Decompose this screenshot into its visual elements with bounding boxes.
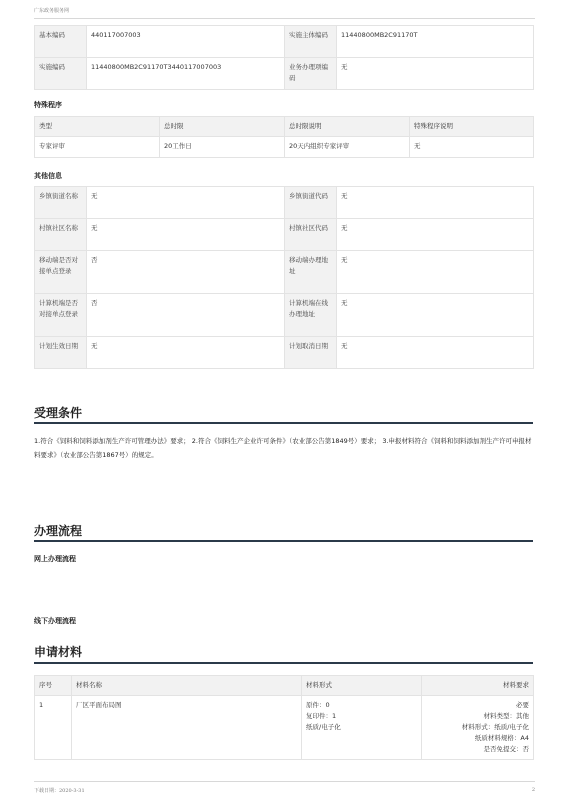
label-cell: 基本编码 bbox=[35, 26, 87, 58]
table-row bbox=[35, 26, 534, 58]
table-cell: 专家评审 bbox=[35, 137, 160, 158]
acceptance-title: 受理条件 bbox=[34, 406, 83, 420]
material-name: 厂区平面布局图 bbox=[72, 696, 302, 760]
req-line: 材料类型：其他 bbox=[483, 712, 529, 720]
label-cell: 乡镇街道名称 bbox=[35, 187, 87, 219]
label-cell: 乡镇街道代码 bbox=[285, 187, 337, 219]
label-cell: 移动端是否对接单点登录 bbox=[35, 251, 87, 294]
special-procedure-table bbox=[34, 116, 534, 158]
value-cell: 11440800MB2C91170T3440117007003 bbox=[87, 58, 285, 90]
label-cell: 计算机端是否对接单点登录 bbox=[35, 294, 87, 337]
special-procedure-title: 特殊程序 bbox=[34, 101, 62, 109]
label-cell: 计划取消日期 bbox=[285, 337, 337, 369]
footer-divider bbox=[34, 781, 535, 782]
form-line: 原件：0 bbox=[306, 701, 330, 709]
table-header-row bbox=[35, 676, 534, 696]
column-header: 类型 bbox=[35, 117, 160, 137]
materials-table bbox=[34, 675, 534, 760]
req-line: 必要 bbox=[516, 701, 529, 709]
column-header: 序号 bbox=[35, 676, 72, 696]
table-row bbox=[35, 337, 534, 369]
site-header: 广东政务服务网 bbox=[34, 8, 70, 14]
table-cell: 无 bbox=[410, 137, 534, 158]
section-divider bbox=[34, 422, 533, 424]
table-row bbox=[35, 294, 534, 337]
value-cell: 无 bbox=[337, 251, 534, 294]
value-cell: 否 bbox=[87, 294, 285, 337]
materials-title: 申请材料 bbox=[34, 645, 83, 659]
material-form bbox=[302, 696, 422, 760]
table-row bbox=[35, 696, 534, 760]
column-header: 总时限说明 bbox=[285, 117, 410, 137]
column-header: 特殊程序说明 bbox=[410, 117, 534, 137]
label-cell: 村镇社区代码 bbox=[285, 219, 337, 251]
value-cell: 440117007003 bbox=[87, 26, 285, 58]
column-header: 材料名称 bbox=[72, 676, 302, 696]
acceptance-text: 1.符合《饲料和饲料添加剂生产许可管理办法》要求； 2.符合《饲料生产企业许可条件》（农业部公告第1849号）要求； 3.申报材料符合《饲料和饲料添加剂生产许可申报材料要求》（农业部公告第1867号）的规定。 bbox=[34, 437, 532, 459]
value-cell: 无 bbox=[337, 337, 534, 369]
other-info-table bbox=[34, 186, 534, 369]
value-cell: 无 bbox=[337, 219, 534, 251]
req-line: 纸质材料规格：A4 bbox=[474, 734, 529, 742]
table-cell: 20天内组织专家评审 bbox=[285, 137, 410, 158]
basic-info-table bbox=[34, 25, 534, 90]
value-cell: 11440800MB2C91170T bbox=[337, 26, 534, 58]
form-line: 复印件：1 bbox=[306, 712, 337, 720]
label-cell: 计算机端在线办理地址 bbox=[285, 294, 337, 337]
label-cell: 实施主体编码 bbox=[285, 26, 337, 58]
table-row bbox=[35, 58, 534, 90]
table-row bbox=[35, 251, 534, 294]
other-info-title: 其他信息 bbox=[34, 172, 62, 180]
value-cell: 否 bbox=[87, 251, 285, 294]
process-title: 办理流程 bbox=[34, 524, 83, 538]
column-header: 材料要求 bbox=[422, 676, 534, 696]
offline-process-title: 线下办理流程 bbox=[34, 617, 76, 625]
label-cell: 村镇社区名称 bbox=[35, 219, 87, 251]
table-header-row bbox=[35, 117, 534, 137]
material-requirements bbox=[422, 696, 534, 760]
header-divider bbox=[34, 18, 535, 19]
section-divider bbox=[34, 662, 533, 664]
label-cell: 业务办理项编码 bbox=[285, 58, 337, 90]
label-cell: 实施编码 bbox=[35, 58, 87, 90]
section-divider bbox=[34, 540, 533, 542]
material-no: 1 bbox=[35, 696, 72, 760]
label-cell: 移动端办理地址 bbox=[285, 251, 337, 294]
value-cell: 无 bbox=[337, 58, 534, 90]
req-line: 材料形式：纸质/电子化 bbox=[461, 723, 529, 731]
value-cell: 无 bbox=[87, 187, 285, 219]
table-row bbox=[35, 219, 534, 251]
table-row bbox=[35, 137, 534, 158]
req-line: 是否免提交：否 bbox=[483, 745, 529, 753]
label-cell: 计划生效日期 bbox=[35, 337, 87, 369]
page-number: 2 bbox=[531, 787, 535, 793]
value-cell: 无 bbox=[337, 294, 534, 337]
column-header: 总时限 bbox=[160, 117, 285, 137]
form-line: 纸质/电子化 bbox=[306, 723, 341, 731]
value-cell: 无 bbox=[87, 219, 285, 251]
column-header: 材料形式 bbox=[302, 676, 422, 696]
download-date: 下载日期：2020-3-31 bbox=[34, 788, 85, 794]
value-cell: 无 bbox=[337, 187, 534, 219]
online-process-title: 网上办理流程 bbox=[34, 555, 76, 563]
table-row bbox=[35, 187, 534, 219]
table-cell: 20工作日 bbox=[160, 137, 285, 158]
value-cell: 无 bbox=[87, 337, 285, 369]
